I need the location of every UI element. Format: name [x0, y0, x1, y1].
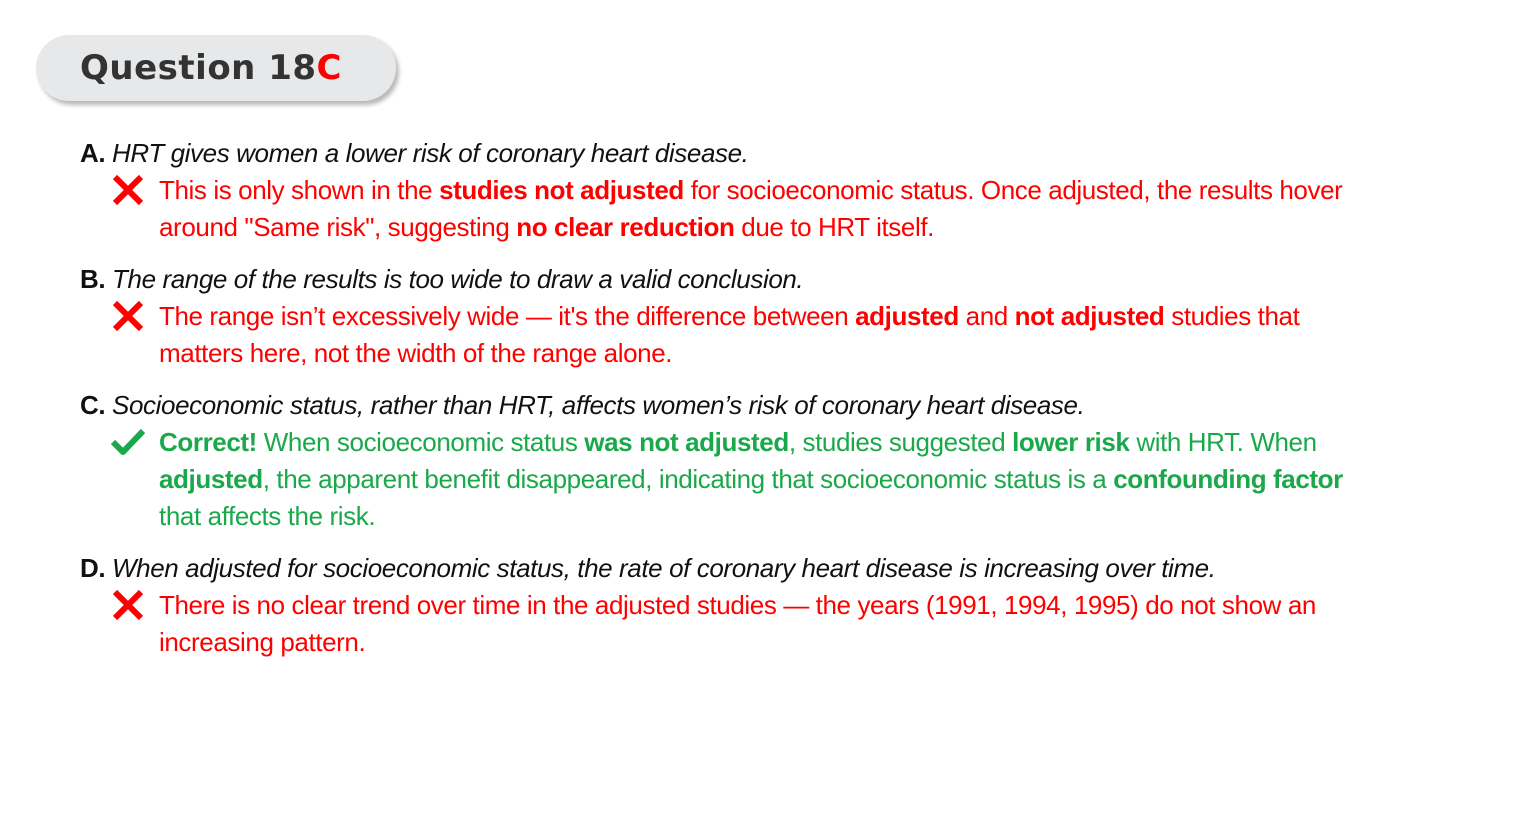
- feedback-text: that affects the risk.: [159, 501, 376, 531]
- feedback-emphasis: not adjusted: [1014, 301, 1165, 331]
- feedback-text: and: [958, 301, 1015, 331]
- option-text: The range of the results is too wide to draw a valid conclusion.: [112, 264, 804, 294]
- answer-letter: C: [316, 48, 342, 88]
- feedback-text: for socioeconomic status. Once adjusted, the results hover around "Same risk", suggesting: [159, 175, 1343, 242]
- option-d: [80, 549, 1480, 661]
- option-feedback: [80, 172, 1359, 246]
- feedback-emphasis: lower risk: [1012, 427, 1130, 457]
- feedback-text: This is only shown in the: [159, 175, 440, 205]
- feedback-text: , the apparent benefit disappeared, indicating that socioeconomic status is a: [262, 464, 1114, 494]
- option-letter: C.: [80, 390, 106, 420]
- feedback-text: There is no clear trend over time in the adjusted studies — the years (1991, 1994, 1995) do not show an increasing pattern.: [159, 590, 1316, 657]
- feedback-emphasis: Correct!: [159, 427, 257, 457]
- option-statement: [80, 260, 1480, 298]
- feedback-emphasis: was not adjusted: [584, 427, 789, 457]
- feedback-emphasis: no clear reduction: [516, 212, 735, 242]
- option-c: [80, 386, 1480, 535]
- feedback-text: due to HRT itself.: [734, 212, 934, 242]
- checkmark-icon: [110, 426, 146, 458]
- cross-icon: [110, 174, 146, 206]
- option-b: [80, 260, 1480, 372]
- feedback-emphasis: studies not adjusted: [439, 175, 684, 205]
- option-letter: D.: [80, 553, 106, 583]
- option-statement: [80, 549, 1480, 587]
- option-text: When adjusted for socioeconomic status, the rate of coronary heart disease is increasing over time.: [112, 553, 1216, 583]
- option-letter: B.: [80, 264, 106, 294]
- question-title-pill: [36, 35, 396, 101]
- cross-icon: [110, 589, 146, 621]
- feedback-text: , studies suggested: [788, 427, 1013, 457]
- feedback-text: When socioeconomic status: [256, 427, 585, 457]
- option-statement: [80, 134, 1480, 172]
- option-feedback: [80, 424, 1359, 535]
- cross-icon: [110, 300, 146, 332]
- option-a: [80, 134, 1480, 246]
- feedback-text: studies that matters here, not the width of the range alone.: [159, 301, 1300, 368]
- option-text: Socioeconomic status, rather than HRT, affects women’s risk of coronary heart disease.: [112, 390, 1085, 420]
- feedback-text: The range isn’t excessively wide — it's the difference between: [159, 301, 856, 331]
- option-feedback: [80, 298, 1359, 372]
- option-feedback: [80, 587, 1359, 661]
- feedback-emphasis: adjusted: [855, 301, 959, 331]
- option-letter: A.: [80, 138, 106, 168]
- feedback-emphasis: adjusted: [159, 464, 263, 494]
- question-title: Question 18: [80, 48, 317, 88]
- feedback-emphasis: confounding factor: [1113, 464, 1343, 494]
- option-statement: [80, 386, 1480, 424]
- option-text: HRT gives women a lower risk of coronary heart disease.: [112, 138, 749, 168]
- options-list: [80, 134, 1480, 675]
- feedback-text: with HRT. When: [1129, 427, 1317, 457]
